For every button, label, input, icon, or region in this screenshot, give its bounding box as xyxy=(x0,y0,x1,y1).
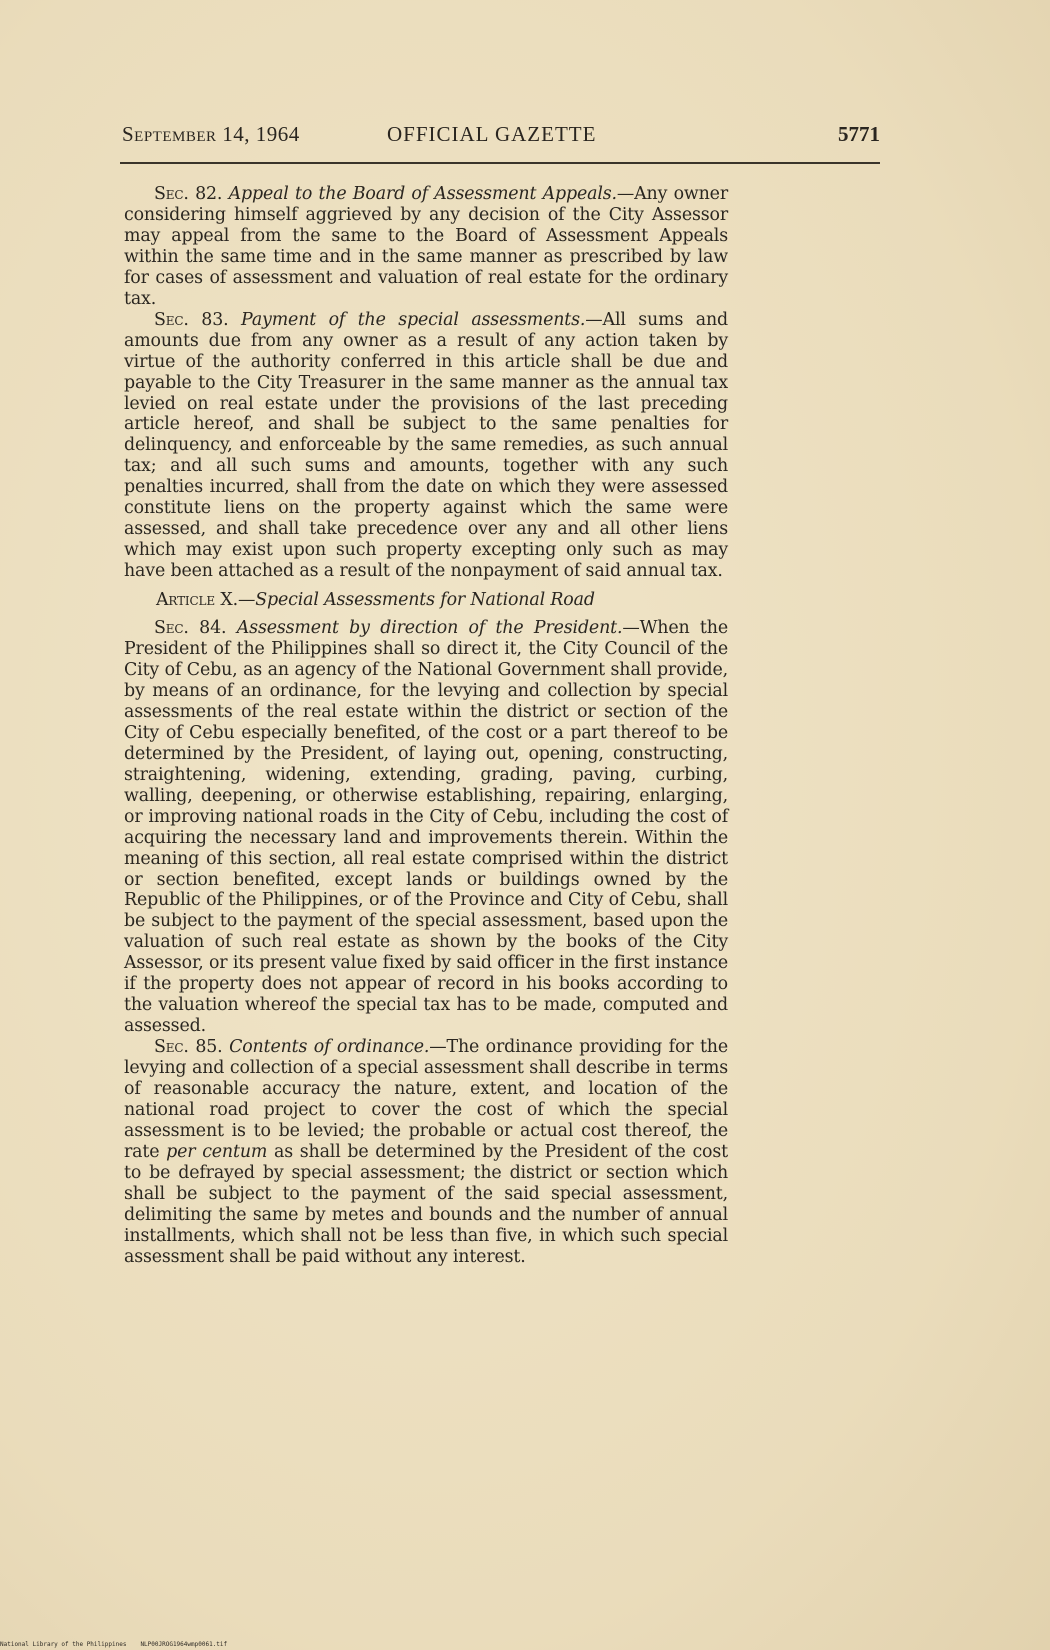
section-84-label: Sec. 84. xyxy=(154,618,227,639)
header-rule xyxy=(120,162,880,164)
section-84-heading: Assessment by direction of the President. xyxy=(236,618,623,639)
section-84-text: —When the President of the Philippines shall so direct it, the City Council of the City of Cebu, as an agency of the National Government shall provide, by means of an ordinance, for the levying and collection by special assessments of the real estate within the district or section of the City of Cebu especially benefited, of the cost or a part thereof to be determined by the President, of laying out, opening, constructing, straightening, widening, extending, grading, paving, curbing, walling, deepening, or otherwise establishing, repairing, enlarging, or improving national roads in the City of Cebu, including the cost of acquiring the necessary land and improvements therein. Within the meaning of this section, all real estate comprised within the district or section benefited, except lands or buildings owned by the Republic of the Philippines, or of the Province and City of Cebu, shall be subject to the payment of the special assessment, based upon the valuation of such real estate as shown by the books of the City Assessor, or its present value fixed by said officer in the first instance if the property does not appear of record in his books according to the valuation whereof the special tax has to be made, computed and assessed. xyxy=(124,618,728,1037)
header-title: OFFICIAL GAZETTE xyxy=(387,122,597,146)
article-heading xyxy=(124,590,728,611)
scan-footer xyxy=(0,1641,420,1649)
section-83-heading: Payment of the special assessments. xyxy=(241,309,586,330)
header-date: September 14, 1964 xyxy=(122,122,300,146)
section-83-text: —All sums and amounts due from any owner as a result of any action taken by virtue of the authority conferred in this article shall be due and payable to the City Treasurer in the same manner as the annual tax levied on real estate under the provisions of the last preceding article hereof, and shall be subject to the same penalties for delinquency, and enforceable by the same remedies, as such annual tax; and all such sums and amounts, together with any such penalties incurred, shall from the date on which they were assessed constitute liens on the property against which the same were assessed, and shall take precedence over any and all other liens which may exist upon such property excepting only such as may have been attached as a result of the nonpayment of said annual tax. xyxy=(124,309,728,582)
footer-library: National Library of the Philippines xyxy=(0,1641,127,1648)
section-84 xyxy=(124,618,728,1037)
page-header xyxy=(122,122,880,152)
article-label: Article X. xyxy=(156,590,238,611)
section-83 xyxy=(124,310,728,582)
section-82 xyxy=(124,184,728,310)
section-85-text-b: as shall be determined by the President of the cost to be defrayed by special assessment; the district or section which shall be subject to the payment of the said special assessment, delimiting the same by metes and bounds and the number of annual installments, which shall not be less than five, in which such special assessment shall be paid without any interest. xyxy=(124,1141,728,1267)
section-85-text-a: —The ordinance providing for the levying and collection of a special assessment shall describe in terms of reasonable accuracy the nature, extent, and location of the national road project to cover the cost of which the special assessment is to be levied; the probable or actual cost thereof, the rate xyxy=(124,1037,728,1162)
section-85-label: Sec. 85. xyxy=(154,1037,223,1058)
document-body xyxy=(124,184,728,1268)
section-82-heading: Appeal to the Board of Assessment Appeals. xyxy=(228,184,617,204)
footer-file: NLP00JROG1964wmp0061.tif xyxy=(140,1641,228,1648)
page-number: 5771 xyxy=(838,122,880,146)
section-85-per-centum: per centum xyxy=(166,1141,268,1162)
section-82-text: —Any owner considering himself aggrieved by any decision of the City Assessor may appeal from the same to the Board of Assessment Appeals within the same time and in the same manner as prescribed by law for cases of assessment and valuation of real estate for the ordinary tax. xyxy=(124,184,728,309)
section-83-label: Sec. 83. xyxy=(154,309,229,330)
section-85 xyxy=(124,1037,728,1267)
article-title: —Special Assessments for National Road xyxy=(237,590,595,611)
section-85-heading: Contents of ordinance. xyxy=(229,1037,430,1058)
section-82-label: Sec. 82. xyxy=(154,184,223,204)
